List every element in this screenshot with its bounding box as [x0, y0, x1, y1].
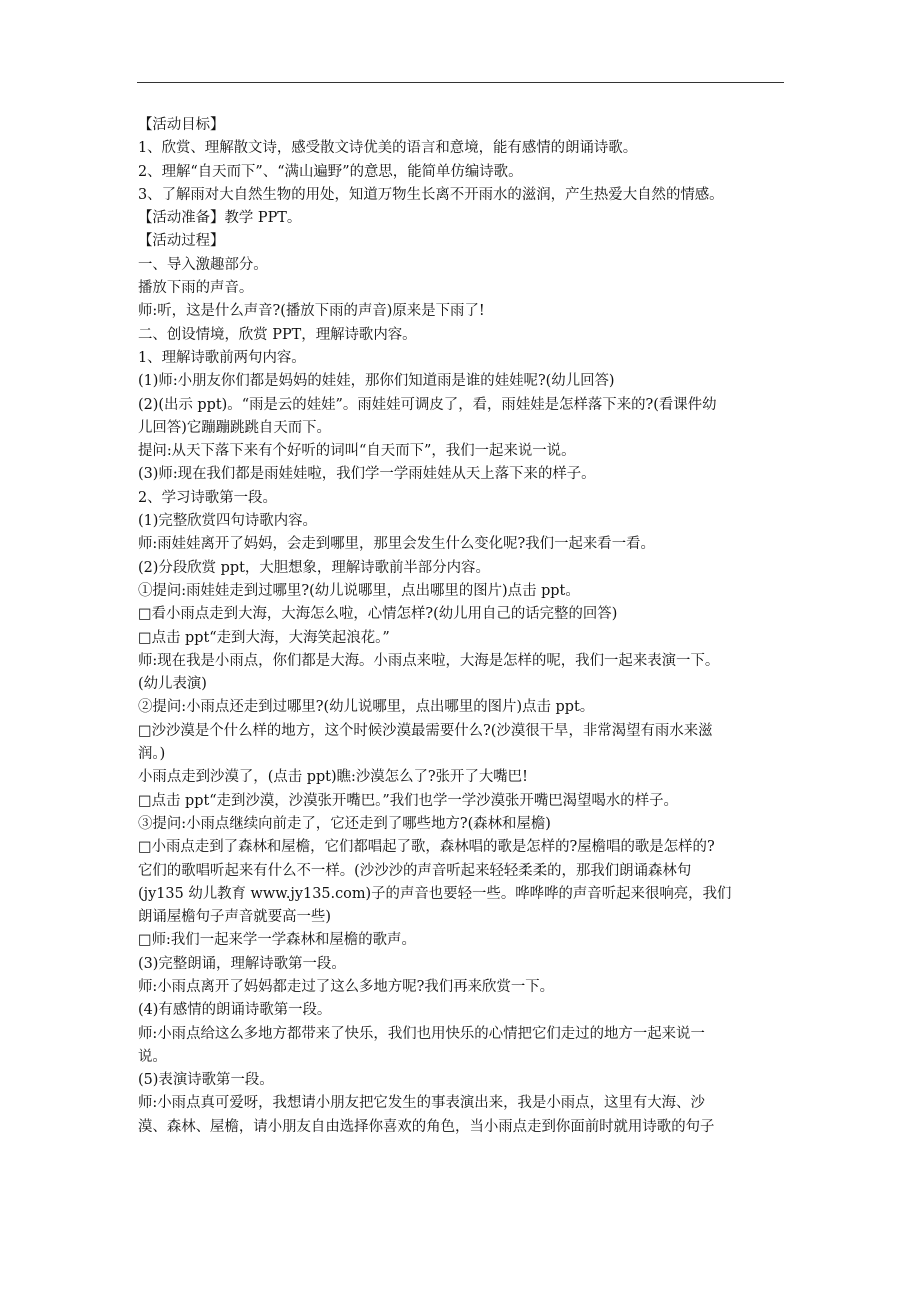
- text-line: 二、创设情境，欣赏 PPT，理解诗歌内容。: [138, 326, 417, 343]
- text-line: 提问:从天下落下来有个好听的词叫“自天而下”，我们一起来说一说。: [138, 443, 576, 460]
- text-line: 师:现在我是小雨点，你们都是大海。小雨点来啦，大海是怎样的呢，我们一起来表演一下。: [138, 652, 720, 669]
- text-line: □看小雨点走到大海，大海怎么啦，心情怎样?(幼儿用自己的话完整的回答): [138, 606, 618, 623]
- text-line: □小雨点走到了森林和屋檐，它们都唱起了歌，森林唱的歌是怎样的?屋檐唱的歌是怎样的?: [138, 839, 715, 856]
- text-line: (2)分段欣赏 ppt，大胆想象，理解诗歌前半部分内容。: [138, 559, 490, 576]
- text-line: (jy135 幼儿教育 www.jy135.com)子的声音也要轻一些。哗哗哗的声音听起来很响亮，我们: [138, 885, 732, 902]
- text-line: 【活动过程】: [138, 233, 225, 250]
- text-line: 师:小雨点离开了妈妈都走过了这么多地方呢?我们再来欣赏一下。: [138, 978, 555, 995]
- text-line: 朗诵屋檐句子声音就要高一些): [138, 909, 331, 926]
- text-line: 漠、森林、屋檐，请小朋友自由选择你喜欢的角色，当小雨点走到你面前时就用诗歌的句子: [138, 1118, 715, 1135]
- text-line: (幼儿表演): [138, 676, 207, 693]
- text-line: 2、学习诗歌第一段。: [138, 489, 277, 506]
- text-line: (3)完整朗诵，理解诗歌第一段。: [138, 955, 346, 972]
- text-line: (1)完整欣赏四句诗歌内容。: [138, 513, 317, 530]
- header-rule: [137, 82, 784, 83]
- text-line: (2)(出示 ppt)。“雨是云的娃娃”。雨娃娃可调皮了，看，雨娃娃是怎样落下来的?(看课件幼: [138, 396, 717, 413]
- text-line: □师:我们一起来学一学森林和屋檐的歌声。: [138, 932, 416, 949]
- text-line: 说。: [138, 1048, 167, 1065]
- text-line: (5)表演诗歌第一段。: [138, 1072, 274, 1089]
- text-line: ②提问:小雨点还走到过哪里?(幼儿说哪里，点出哪里的图片)点击 ppt。: [138, 699, 595, 716]
- text-line: (1)师:小朋友你们都是妈妈的娃娃，那你们知道雨是谁的娃娃呢?(幼儿回答): [138, 373, 615, 390]
- text-line: (4)有感情的朗诵诗歌第一段。: [138, 1002, 332, 1019]
- text-line: 2、理解“自天而下”、“满山遍野”的意思，能简单仿编诗歌。: [138, 163, 523, 180]
- text-line: ①提问:雨娃娃走到过哪里?(幼儿说哪里，点出哪里的图片)点击 ppt。: [138, 582, 580, 599]
- text-line: 师:雨娃娃离开了妈妈，会走到哪里，那里会发生什么变化呢?我们一起来看一看。: [138, 536, 655, 553]
- text-line: 1、欣赏、理解散文诗，感受散文诗优美的语言和意境，能有感情的朗诵诗歌。: [138, 140, 638, 157]
- text-line: (3)师:现在我们都是雨娃娃啦，我们学一学雨娃娃从天上落下来的样子。: [138, 466, 596, 483]
- document-body: [138, 114, 788, 1139]
- text-line: □点击 ppt“走到沙漠，沙漠张开嘴巴。”我们也学一学沙漠张开嘴巴渴望喝水的样子。: [138, 792, 678, 809]
- text-line: 它们的歌唱听起来有什么不一样。(沙沙沙的声音听起来轻轻柔柔的，那我们朗诵森林句: [138, 862, 692, 879]
- text-line: 师:小雨点给这么多地方都带来了快乐，我们也用快乐的心情把它们走过的地方一起来说一: [138, 1025, 705, 1042]
- text-line: 师:小雨点真可爱呀，我想请小朋友把它发生的事表演出来，我是小雨点，这里有大海、沙: [138, 1095, 705, 1112]
- text-line: 3、了解雨对大自然生物的用处，知道万物生长离不开雨水的滋润，产生热爱大自然的情感。: [138, 186, 724, 203]
- text-line: 润。): [138, 746, 166, 763]
- text-line: 一、导入激趣部分。: [138, 256, 268, 273]
- text-line: 【活动目标】: [138, 117, 225, 133]
- text-line: 【活动准备】教学 PPT。: [138, 210, 302, 227]
- text-line: 儿回答)它蹦蹦跳跳自天而下。: [138, 419, 331, 436]
- text-line: ③提问:小雨点继续向前走了，它还走到了哪些地方?(森林和屋檐): [138, 815, 551, 832]
- text-line: □点击 ppt“走到大海，大海笑起浪花。”: [138, 629, 390, 646]
- text-line: 1、理解诗歌前两句内容。: [138, 349, 306, 366]
- text-line: 小雨点走到沙漠了，(点击 ppt)瞧:沙漠怎么了?张开了大嘴巴!: [138, 769, 528, 786]
- text-line: 播放下雨的声音。: [138, 280, 254, 297]
- text-line: 师:听，这是什么声音?(播放下雨的声音)原来是下雨了!: [138, 303, 485, 320]
- text-line: □沙沙漠是个什么样的地方，这个时候沙漠最需要什么?(沙漠很干旱，非常渴望有雨水来滋: [138, 722, 713, 739]
